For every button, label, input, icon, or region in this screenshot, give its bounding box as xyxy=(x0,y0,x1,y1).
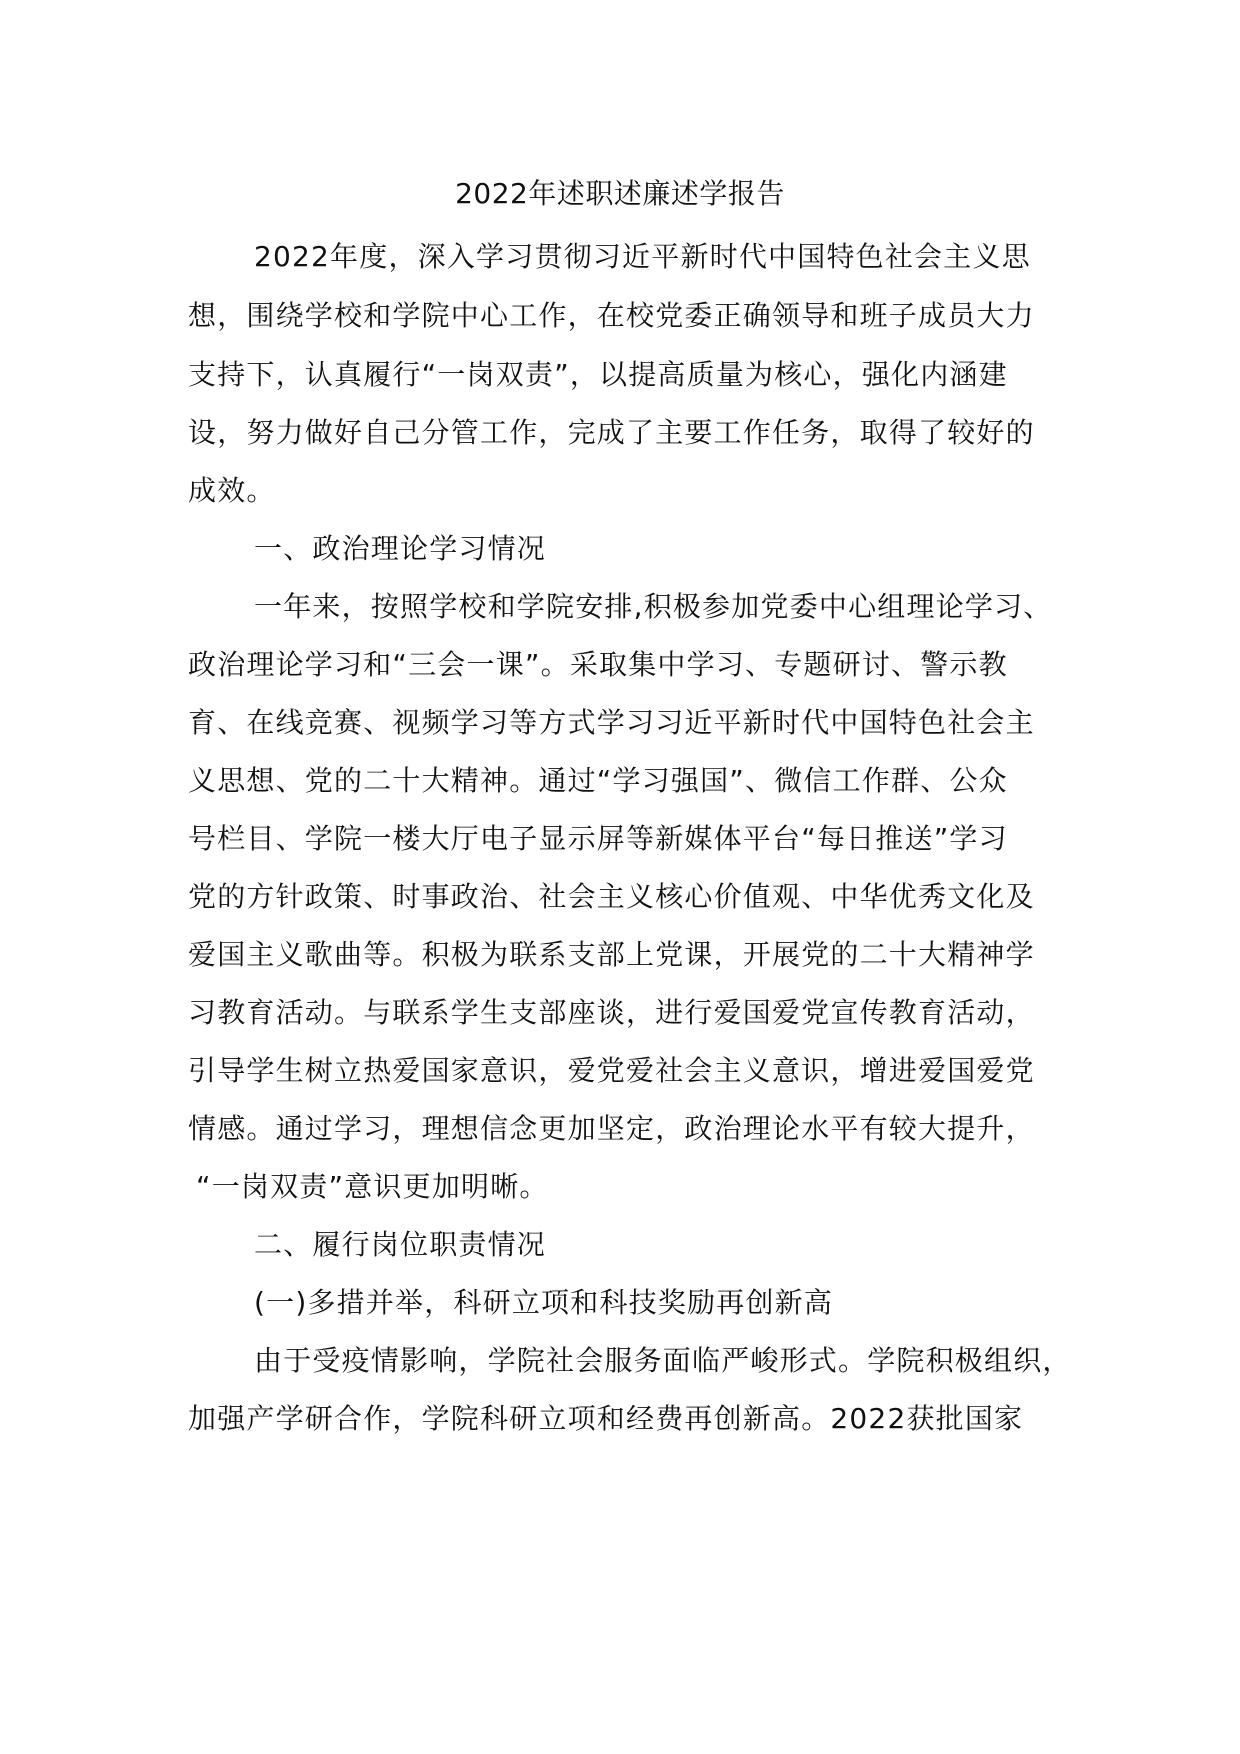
paragraph-line: “一岗双责”意识更加明晰。 xyxy=(196,1170,549,1203)
paragraph-line: 习教育活动。与联系学生支部座谈，进行爱国爱党宣传教育活动， xyxy=(188,996,1035,1029)
paragraph-line: 情感。通过学习，理想信念更加坚定，政治理论水平有较大提升， xyxy=(188,1112,1035,1145)
document-title: 2022年述职述廉述学报告 xyxy=(455,177,785,210)
paragraph-line: 加强产学研合作，学院科研立项和经费再创新高。2022获批国家 xyxy=(188,1402,1024,1435)
paragraph-line: 育、在线竞赛、视频学习等方式学习习近平新时代中国特色社会主 xyxy=(188,706,1035,739)
section-heading-1: 一、政治理论学习情况 xyxy=(254,532,547,565)
paragraph-line: 党的方针政策、时事政治、社会主义核心价值观、中华优秀文化及 xyxy=(188,880,1035,913)
paragraph-line: 爱国主义歌曲等。积极为联系支部上党课，开展党的二十大精神学 xyxy=(188,938,1035,971)
paragraph-line: 义思想、党的二十大精神。通过“学习强国”、微信工作群、公众 xyxy=(188,764,1008,797)
paragraph-line: 2022年度，深入学习贯彻习近平新时代中国特色社会主义思 xyxy=(254,240,1031,273)
paragraph-line: 支持下，认真履行“一岗双责”，以提高质量为核心，强化内涵建 xyxy=(188,358,1008,391)
paragraph-line: 成效。 xyxy=(188,474,276,507)
paragraph-line: 一年来，按照学校和学院安排,积极参加党委中心组理论学习、 xyxy=(254,590,1053,623)
paragraph-line: 由于受疫情影响，学院社会服务面临严峻形式。学院积极组织， xyxy=(254,1344,1072,1377)
paragraph-line: 想，围绕学校和学院中心工作，在校党委正确领导和班子成员大力 xyxy=(188,299,1035,332)
section-heading-2: 二、履行岗位职责情况 xyxy=(254,1228,547,1261)
paragraph-line: 引导学生树立热爱国家意识，爱党爱社会主义意识，增进爱国爱党 xyxy=(188,1054,1035,1087)
paragraph-line: 政治理论学习和“三会一课”。采取集中学习、专题研讨、警示教 xyxy=(188,648,1008,681)
subsection-heading-1: (一)多措并举，科研立项和科技奖励再创新高 xyxy=(254,1286,834,1319)
paragraph-line: 号栏目、学院一楼大厅电子显示屏等新媒体平台“每日推送”学习 xyxy=(188,822,1008,855)
paragraph-line: 设，努力做好自己分管工作，完成了主要工作任务，取得了较好的 xyxy=(188,416,1035,449)
